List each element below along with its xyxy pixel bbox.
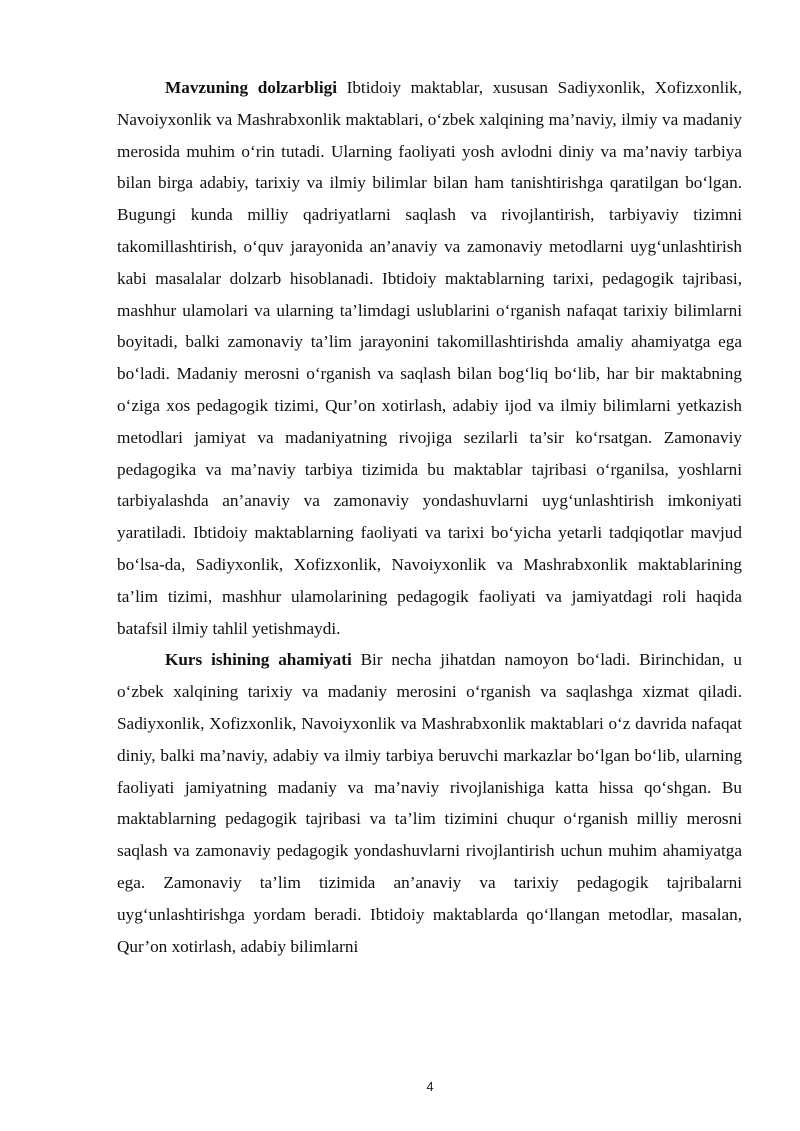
paragraph-significance bbox=[117, 644, 742, 962]
paragraph-heading: Mavzuning dolzarbligi bbox=[165, 78, 337, 97]
page-number: 4 bbox=[426, 1079, 434, 1094]
paragraph-text: Bir necha jihatdan namoyon bo‘ladi. Birinchidan, u o‘zbek xalqining tarixiy va madaniy merosini o‘rganish va saqlashga xizmat qiladi. Sadiyxonlik, Xofizxonlik, Navoiyxonlik va Mashrabxonlik maktablari o‘z davrida nafaqat diniy, balki ma’naviy, adabiy va ilmiy tarbiya beruvchi markazlar bo‘lgan bo‘lib, ularning faoliyati jamiyatning madaniy va ma’naviy rivojlanishiga katta hissa qo‘shgan. Bu maktablarning pedagogik tajribasi va ta’lim tizimini chuqur o‘rganish milliy merosni saqlash va zamonaviy pedagogik yondashuvlarni rivojlantirish uchun muhim ahamiyatga ega. Zamonaviy ta’lim tizimida an’anaviy va tarixiy pedagogik tajribalarni uyg‘unlashtirishga yordam beradi. Ibtidoiy maktablarda qo‘llangan metodlar, masalan, Qur’on xotirlash, adabiy bilimlarni bbox=[117, 650, 742, 956]
paragraph-heading: Kurs ishining ahamiyati bbox=[165, 650, 352, 670]
paragraph-relevance bbox=[117, 72, 742, 644]
paragraph-text: Ibtidoiy maktablar, xususan Sadiyxonlik, Xofizxonlik, Navoiyxonlik va Mashrabxonlik maktablari, o‘zbek xalqining ma’naviy, ilmiy va madaniy merosida muhim o‘rin tutadi. Ularning faoliyati yosh avlodni diniy va ma’naviy tarbiya bilan birga adabiy, tarixiy va ilmiy bilimlar bilan ham tanishtirishga qaratilgan bo‘lgan. Bugungi kunda milliy qadriyatlarni saqlash va rivojlantirish, tarbiyaviy tizimni takomillashtirish, o‘quv jarayonida an’anaviy va zamonaviy metodlarni uyg‘unlashtirish kabi masalalar dolzarb hisoblanadi. Ibtidoiy maktablarning tarixi, pedagogik tajribasi, mashhur ulamolari va ularning ta’limdagi uslublarini o‘rganish nafaqat tarixiy bilimlarni boyitadi, balki zamonaviy ta’lim jarayonini takomillashtirishda amaliy ahamiyatga ega bo‘ladi. Madaniy merosni o‘rganish va saqlash bilan bog‘liq bo‘lib, har bir maktabning o‘ziga xos pedagogik tizimi, Qur’on xotirlash, adabiy ijod va ilmiy bilimlarni yetkazish metodlari jamiyat va madaniyatning rivojiga sezilarli ta’sir ko‘rsatgan. Zamonaviy pedagogika va ma’naviy tarbiya tizimida bu maktablar tajribasi o‘rganilsa, yoshlarni tarbiyalashda an’anaviy va zamonaviy yondashuvlarni uyg‘unlashtirish imkoniyati yaratiladi. Ibtidoiy maktablarning faoliyati va tarixi bo‘yicha yetarli tadqiqotlar mavjud bo‘lsa-da, Sadiyxonlik, Xofizxonlik, Navoiyxonlik va Mashrabxonlik maktablarining ta’lim tizimi, mashhur ulamolarining pedagogik faoliyati va jamiyatdagi roli haqida batafsil ilmiy tahlil yetishmaydi. bbox=[117, 78, 743, 638]
document-body bbox=[117, 72, 742, 962]
